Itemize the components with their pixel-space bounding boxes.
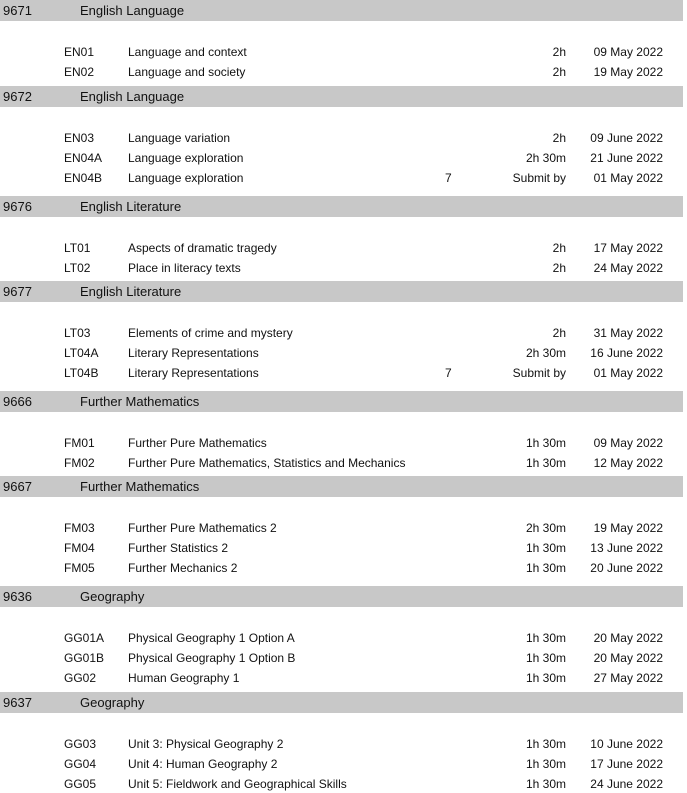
unit-row [0,61,683,81]
unit-duration: 1h 30m [525,456,566,470]
unit-title: Literary Representations [128,366,259,380]
unit-row [0,362,683,382]
unit-row [0,647,683,667]
unit-code: FM03 [64,521,95,535]
unit-duration: 1h 30m [525,631,566,645]
unit-title: Further Mechanics 2 [128,561,238,575]
unit-duration: 2h [552,241,566,255]
unit-title: Place in literacy texts [128,261,241,275]
unit-title: Further Pure Mathematics [128,436,267,450]
unit-code: LT04A [64,346,99,360]
unit-duration: 2h [552,261,566,275]
unit-duration: 1h 30m [525,757,566,771]
unit-date: 13 June 2022 [590,541,663,555]
unit-row [0,432,683,452]
section-header [0,196,683,217]
unit-date: 19 May 2022 [593,521,663,535]
section-header [0,586,683,607]
unit-title: Elements of crime and mystery [128,326,293,340]
unit-row [0,322,683,342]
unit-title: Language exploration [128,171,244,185]
unit-title: Language and context [128,45,247,59]
unit-title: Unit 4: Human Geography 2 [128,757,278,771]
unit-row [0,127,683,147]
unit-code: EN02 [64,65,95,79]
unit-duration: 2h 30m [525,521,566,535]
unit-code: EN04A [64,151,103,165]
unit-row [0,517,683,537]
unit-date: 24 June 2022 [590,777,663,791]
unit-date: 09 June 2022 [590,131,663,145]
unit-duration: 1h 30m [525,651,566,665]
unit-row [0,257,683,277]
unit-code: GG03 [64,737,97,751]
unit-title: Literary Representations [128,346,259,360]
qualification-section [0,476,683,577]
unit-date: 01 May 2022 [593,171,663,185]
qualification-code: 9677 [3,284,32,299]
qualification-section [0,692,683,793]
unit-code: FM02 [64,456,95,470]
qualification-code: 9636 [3,589,32,604]
unit-row [0,167,683,187]
unit-duration: 1h 30m [525,777,566,791]
unit-row [0,237,683,257]
unit-title: Further Pure Mathematics 2 [128,521,277,535]
qualification-section [0,281,683,382]
qualification-section [0,391,683,472]
qualification-subject: Further Mathematics [80,479,200,494]
unit-date: 20 May 2022 [593,631,663,645]
unit-date: 20 June 2022 [590,561,663,575]
unit-code: GG01A [64,631,105,645]
unit-row [0,733,683,753]
unit-extra: 7 [445,366,452,380]
qualification-subject: English Language [80,3,185,18]
unit-duration: Submit by [512,171,566,185]
section-header [0,281,683,302]
unit-title: Physical Geography 1 Option B [128,651,296,665]
unit-code: GG02 [64,671,97,685]
unit-title: Language and society [128,65,246,79]
qualification-subject: English Language [80,89,185,104]
unit-code: FM05 [64,561,95,575]
unit-date: 16 June 2022 [590,346,663,360]
unit-row [0,342,683,362]
unit-title: Further Pure Mathematics, Statistics and Mechanics [128,456,406,470]
qualification-code: 9671 [3,3,32,18]
unit-title: Physical Geography 1 Option A [128,631,295,645]
section-header [0,692,683,713]
qualification-code: 9666 [3,394,32,409]
qualification-section [0,196,683,277]
qualification-subject: English Literature [80,199,182,214]
unit-title: Language exploration [128,151,244,165]
unit-code: LT02 [64,261,91,275]
qualification-section [0,86,683,187]
unit-code: GG05 [64,777,97,791]
qualification-code: 9637 [3,695,32,710]
section-header [0,86,683,107]
unit-duration: 2h 30m [525,151,566,165]
unit-row [0,452,683,472]
unit-date: 19 May 2022 [593,65,663,79]
unit-code: LT04B [64,366,99,380]
unit-duration: Submit by [512,366,566,380]
qualification-subject: Further Mathematics [80,394,200,409]
unit-title: Further Statistics 2 [128,541,229,555]
unit-row [0,41,683,61]
unit-date: 20 May 2022 [593,651,663,665]
section-header [0,0,683,21]
unit-date: 27 May 2022 [593,671,663,685]
unit-title: Aspects of dramatic tragedy [128,241,277,255]
unit-duration: 2h [552,65,566,79]
qualification-subject: Geography [80,589,145,604]
section-header [0,391,683,412]
unit-code: FM04 [64,541,95,555]
qualification-subject: Geography [80,695,145,710]
qualification-code: 9676 [3,199,32,214]
unit-code: LT01 [64,241,91,255]
unit-duration: 1h 30m [525,541,566,555]
unit-title: Language variation [128,131,231,145]
unit-code: EN03 [64,131,95,145]
unit-code: EN01 [64,45,95,59]
unit-code: GG04 [64,757,97,771]
qualification-section [0,0,683,81]
unit-duration: 1h 30m [525,671,566,685]
unit-date: 12 May 2022 [593,456,663,470]
unit-date: 21 June 2022 [590,151,663,165]
unit-duration: 2h [552,131,566,145]
section-header [0,476,683,497]
unit-row [0,667,683,687]
unit-row [0,537,683,557]
unit-date: 01 May 2022 [593,366,663,380]
qualification-code: 9672 [3,89,32,104]
unit-duration: 1h 30m [525,737,566,751]
unit-row [0,557,683,577]
unit-code: FM01 [64,436,95,450]
unit-code: GG01B [64,651,105,665]
unit-date: 09 May 2022 [593,45,663,59]
unit-duration: 2h [552,326,566,340]
unit-row [0,627,683,647]
unit-duration: 1h 30m [525,561,566,575]
unit-date: 09 May 2022 [593,436,663,450]
unit-duration: 2h [552,45,566,59]
qualification-code: 9667 [3,479,32,494]
unit-row [0,753,683,773]
unit-code: LT03 [64,326,91,340]
unit-date: 10 June 2022 [590,737,663,751]
unit-duration: 1h 30m [525,436,566,450]
unit-extra: 7 [445,171,452,185]
unit-date: 17 May 2022 [593,241,663,255]
unit-code: EN04B [64,171,103,185]
qualification-section [0,586,683,687]
qualification-subject: English Literature [80,284,182,299]
unit-date: 24 May 2022 [593,261,663,275]
unit-duration: 2h 30m [525,346,566,360]
unit-row [0,147,683,167]
unit-title: Unit 5: Fieldwork and Geographical Skills [128,777,347,791]
unit-title: Unit 3: Physical Geography 2 [128,737,284,751]
unit-date: 31 May 2022 [593,326,663,340]
unit-date: 17 June 2022 [590,757,663,771]
unit-title: Human Geography 1 [128,671,240,685]
unit-row [0,773,683,793]
